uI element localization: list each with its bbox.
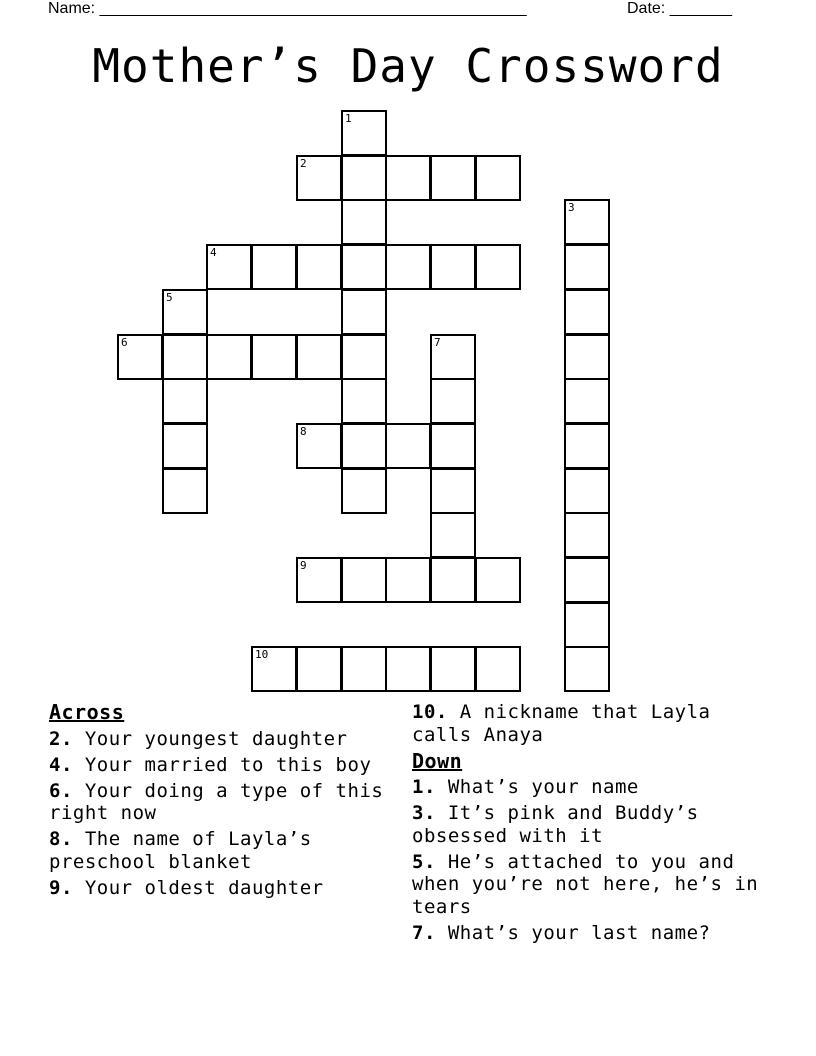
cell-number: 7 (434, 336, 441, 349)
crossword-cell[interactable] (296, 155, 342, 201)
crossword-cell[interactable] (564, 199, 610, 245)
down-clue (412, 922, 772, 945)
down-clue (412, 851, 772, 919)
crossword-cell[interactable] (296, 646, 342, 692)
across-clue (49, 780, 399, 825)
across-clue (49, 877, 399, 900)
clue-text: What’s your last name? (447, 921, 711, 944)
crossword-cell[interactable] (162, 289, 208, 335)
clue-number: 5. (412, 850, 436, 873)
cell-number: 10 (255, 648, 269, 661)
crossword-cell[interactable] (341, 289, 387, 335)
clue-text: Your youngest daughter (84, 727, 348, 750)
date-field[interactable]: Date: _______ (627, 0, 732, 17)
crossword-cell[interactable] (296, 244, 342, 290)
clues-right-column (412, 701, 772, 948)
crossword-cell[interactable] (564, 423, 610, 469)
crossword-cell[interactable] (564, 512, 610, 558)
clue-text: The name of Layla’s preschool blanket (49, 828, 312, 873)
clue-number: 9. (49, 876, 73, 899)
crossword-cell[interactable] (564, 468, 610, 514)
crossword-cell[interactable] (385, 423, 431, 469)
crossword-cell[interactable] (564, 289, 610, 335)
crossword-cell[interactable] (430, 512, 476, 558)
crossword-cell[interactable] (341, 155, 387, 201)
cell-number: 5 (166, 291, 173, 304)
crossword-cell[interactable] (296, 334, 342, 380)
clues-left-column (49, 701, 399, 903)
crossword-cell[interactable] (564, 378, 610, 424)
crossword-cell[interactable] (385, 155, 431, 201)
crossword-cell[interactable] (564, 244, 610, 290)
crossword-cell[interactable] (430, 423, 476, 469)
cell-number: 9 (300, 559, 307, 572)
crossword-cell[interactable] (162, 468, 208, 514)
crossword-cell[interactable] (341, 334, 387, 380)
crossword-cell[interactable] (341, 423, 387, 469)
across-clue (49, 828, 399, 873)
down-heading: Down (412, 748, 463, 773)
cell-number: 2 (300, 157, 307, 170)
crossword-cell[interactable] (430, 646, 476, 692)
crossword-cell[interactable] (430, 244, 476, 290)
crossword-cell[interactable] (117, 334, 163, 380)
down-clue (412, 776, 772, 799)
clue-text: Your married to this boy (84, 753, 372, 776)
cell-number: 3 (568, 201, 575, 214)
crossword-cell[interactable] (430, 155, 476, 201)
across-clue (412, 701, 772, 746)
clue-text: What’s your name (447, 776, 639, 798)
crossword-cell[interactable] (206, 334, 252, 380)
crossword-cell[interactable] (475, 155, 521, 201)
crossword-cell[interactable] (251, 244, 297, 290)
clue-number: 4. (49, 753, 73, 776)
clue-number: 1. (412, 776, 436, 798)
cell-number: 8 (300, 425, 307, 438)
clue-number: 8. (49, 828, 73, 850)
clue-number: 2. (49, 727, 73, 750)
clue-number: 3. (412, 802, 436, 824)
crossword-cell[interactable] (296, 557, 342, 603)
cell-number: 1 (345, 112, 352, 125)
crossword-cell[interactable] (162, 378, 208, 424)
crossword-cell[interactable] (385, 646, 431, 692)
clue-number: 7. (412, 921, 436, 944)
clue-text: Your oldest daughter (84, 876, 324, 899)
clue-text: A nickname that Layla calls Anaya (412, 701, 711, 746)
crossword-cell[interactable] (385, 557, 431, 603)
crossword-cell[interactable] (341, 468, 387, 514)
crossword-cell[interactable] (162, 334, 208, 380)
crossword-cell[interactable] (475, 244, 521, 290)
cell-number: 4 (210, 246, 217, 259)
clue-number: 6. (49, 779, 73, 802)
crossword-cell[interactable] (341, 646, 387, 692)
clue-text: It’s pink and Buddy’s obsessed with it (412, 802, 699, 847)
crossword-cell[interactable] (162, 423, 208, 469)
crossword-cell[interactable] (341, 199, 387, 245)
crossword-cell[interactable] (206, 244, 252, 290)
clue-text: He’s attached to you and when you’re not here, he’s in tears (412, 850, 759, 918)
crossword-cell[interactable] (564, 602, 610, 648)
clue-number: 10. (412, 701, 448, 723)
crossword-cell[interactable] (385, 244, 431, 290)
crossword-cell[interactable] (296, 423, 342, 469)
crossword-cell[interactable] (475, 557, 521, 603)
clue-text: Your doing a type of this right now (49, 779, 384, 824)
crossword-cell[interactable] (251, 334, 297, 380)
crossword-cell[interactable] (341, 557, 387, 603)
crossword-cell[interactable] (430, 557, 476, 603)
crossword-cell[interactable] (341, 110, 387, 156)
crossword-cell[interactable] (430, 468, 476, 514)
across-heading: Across (49, 700, 125, 724)
crossword-cell[interactable] (430, 378, 476, 424)
crossword-cell[interactable] (564, 646, 610, 692)
crossword-cell[interactable] (341, 378, 387, 424)
cell-number: 6 (121, 336, 128, 349)
across-clue (49, 728, 399, 751)
crossword-cell[interactable] (341, 244, 387, 290)
down-clue (412, 802, 772, 847)
crossword-cell[interactable] (564, 334, 610, 380)
page-title: Mother’s Day Crossword (92, 39, 724, 93)
name-field[interactable]: Name: ________________________________________________ (48, 0, 527, 17)
crossword-cell[interactable] (251, 646, 297, 692)
crossword-cell[interactable] (564, 557, 610, 603)
crossword-cell[interactable] (430, 334, 476, 380)
crossword-cell[interactable] (475, 646, 521, 692)
across-clue (49, 754, 399, 777)
